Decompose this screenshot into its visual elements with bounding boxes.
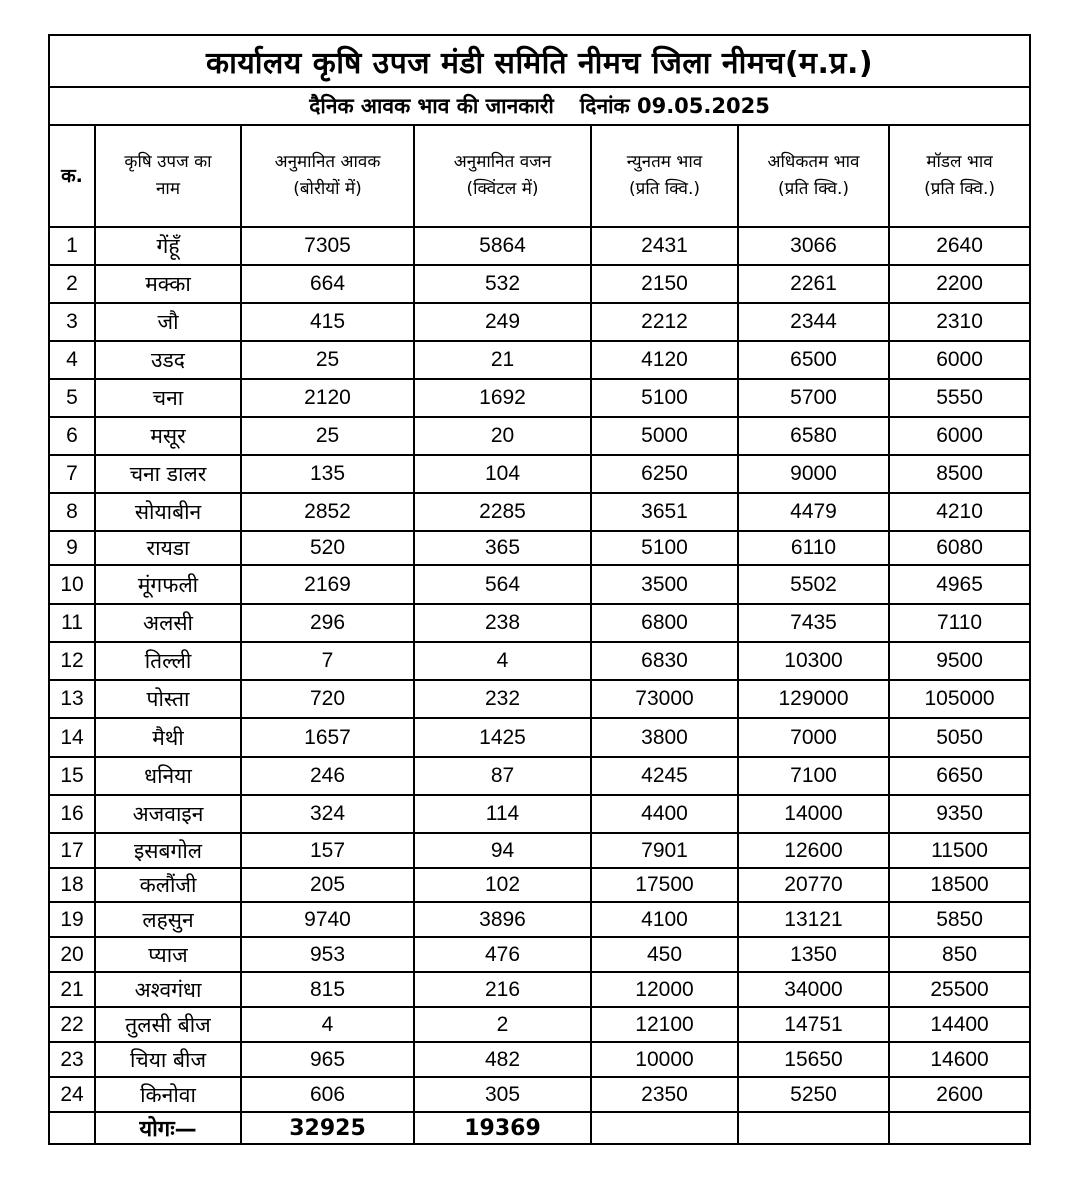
arrival-quintal-cell: 232 — [414, 680, 591, 718]
min-price-cell: 6250 — [591, 455, 738, 493]
modal-price-cell: 4210 — [889, 493, 1030, 531]
modal-price-cell: 105000 — [889, 680, 1030, 718]
min-price-cell: 2150 — [591, 265, 738, 303]
min-price-cell: 2350 — [591, 1077, 738, 1112]
min-price-cell: 3500 — [591, 565, 738, 604]
table-row — [49, 265, 1030, 303]
arrival-bags-cell: 246 — [241, 757, 414, 795]
arrival-quintal-cell: 102 — [414, 868, 591, 902]
arrival-bags-cell: 135 — [241, 455, 414, 493]
arrival-bags-cell: 815 — [241, 972, 414, 1007]
arrival-quintal-cell: 87 — [414, 757, 591, 795]
total-blank — [49, 1112, 95, 1144]
arrival-bags-cell: 9740 — [241, 902, 414, 937]
report-date: दिनांक 09.05.2025 — [579, 94, 770, 118]
serial-cell: 18 — [49, 868, 95, 902]
table-row — [49, 1007, 1030, 1042]
modal-price-cell: 6000 — [889, 341, 1030, 379]
crop-name-cell: इसबगोल — [95, 833, 241, 868]
arrival-quintal-cell: 5864 — [414, 227, 591, 265]
crop-name-cell: चना डालर — [95, 455, 241, 493]
arrival-quintal-cell: 1692 — [414, 379, 591, 417]
serial-cell: 1 — [49, 227, 95, 265]
modal-price-cell: 5550 — [889, 379, 1030, 417]
arrival-bags-cell: 664 — [241, 265, 414, 303]
crop-name-cell: अजवाइन — [95, 795, 241, 833]
min-price-cell: 4100 — [591, 902, 738, 937]
serial-cell: 17 — [49, 833, 95, 868]
max-price-cell: 6110 — [738, 531, 889, 565]
modal-price-cell: 9500 — [889, 642, 1030, 680]
table-row — [49, 680, 1030, 718]
arrival-bags-cell: 415 — [241, 303, 414, 341]
arrival-quintal-cell: 114 — [414, 795, 591, 833]
arrival-bags-cell: 25 — [241, 417, 414, 455]
total-arrival-quintal: 19369 — [414, 1112, 591, 1144]
report-label: दैनिक आवक भाव की जानकारी — [309, 94, 554, 118]
arrival-bags-cell: 296 — [241, 604, 414, 642]
max-price-cell: 6500 — [738, 341, 889, 379]
max-price-cell: 15650 — [738, 1042, 889, 1077]
arrival-bags-cell: 1657 — [241, 718, 414, 757]
serial-cell: 2 — [49, 265, 95, 303]
modal-price-cell: 2310 — [889, 303, 1030, 341]
crop-name-cell: मैथी — [95, 718, 241, 757]
max-price-cell: 12600 — [738, 833, 889, 868]
max-price-cell: 2261 — [738, 265, 889, 303]
arrival-bags-cell: 2169 — [241, 565, 414, 604]
header-modal-price: मॉडल भाव (प्रति क्वि.) — [889, 125, 1030, 227]
modal-price-cell: 6080 — [889, 531, 1030, 565]
arrival-bags-cell: 2852 — [241, 493, 414, 531]
crop-name-cell: गेंहूँ — [95, 227, 241, 265]
crop-name-cell: प्याज — [95, 937, 241, 972]
table-row — [49, 565, 1030, 604]
total-blank — [591, 1112, 738, 1144]
modal-price-cell: 4965 — [889, 565, 1030, 604]
crop-name-cell: अश्वगंधा — [95, 972, 241, 1007]
crop-name-cell: रायडा — [95, 531, 241, 565]
crop-name-cell: चना — [95, 379, 241, 417]
serial-cell: 15 — [49, 757, 95, 795]
min-price-cell: 12100 — [591, 1007, 738, 1042]
modal-price-cell: 8500 — [889, 455, 1030, 493]
max-price-cell: 6580 — [738, 417, 889, 455]
table-body — [49, 227, 1030, 1112]
arrival-quintal-cell: 21 — [414, 341, 591, 379]
min-price-cell: 73000 — [591, 680, 738, 718]
modal-price-cell: 25500 — [889, 972, 1030, 1007]
max-price-cell: 14000 — [738, 795, 889, 833]
crop-name-cell: कलौंजी — [95, 868, 241, 902]
header-min-price: न्युनतम भाव (प्रति क्वि.) — [591, 125, 738, 227]
arrival-bags-cell: 7 — [241, 642, 414, 680]
arrival-quintal-cell: 20 — [414, 417, 591, 455]
total-row — [49, 1112, 1030, 1144]
table-row — [49, 493, 1030, 531]
crop-name-cell: धनिया — [95, 757, 241, 795]
arrival-quintal-cell: 305 — [414, 1077, 591, 1112]
max-price-cell: 5502 — [738, 565, 889, 604]
arrival-bags-cell: 205 — [241, 868, 414, 902]
table-row — [49, 1042, 1030, 1077]
arrival-quintal-cell: 482 — [414, 1042, 591, 1077]
serial-cell: 22 — [49, 1007, 95, 1042]
min-price-cell: 4245 — [591, 757, 738, 795]
serial-cell: 8 — [49, 493, 95, 531]
min-price-cell: 4120 — [591, 341, 738, 379]
serial-cell: 14 — [49, 718, 95, 757]
serial-cell: 9 — [49, 531, 95, 565]
arrival-quintal-cell: 104 — [414, 455, 591, 493]
crop-name-cell: उडद — [95, 341, 241, 379]
total-blank — [738, 1112, 889, 1144]
arrival-quintal-cell: 216 — [414, 972, 591, 1007]
arrival-bags-cell: 965 — [241, 1042, 414, 1077]
serial-cell: 12 — [49, 642, 95, 680]
serial-cell: 10 — [49, 565, 95, 604]
modal-price-cell: 5850 — [889, 902, 1030, 937]
serial-cell: 4 — [49, 341, 95, 379]
table-row — [49, 341, 1030, 379]
max-price-cell: 14751 — [738, 1007, 889, 1042]
max-price-cell: 5250 — [738, 1077, 889, 1112]
table-row — [49, 833, 1030, 868]
arrival-bags-cell: 157 — [241, 833, 414, 868]
table-row — [49, 604, 1030, 642]
serial-cell: 5 — [49, 379, 95, 417]
header-max-price: अधिकतम भाव (प्रति क्वि.) — [738, 125, 889, 227]
office-title: कार्यालय कृषि उपज मंडी समिति नीमच जिला नीमच(म.प्र.) — [49, 35, 1030, 87]
header-arrival-bags: अनुमानित आवक (बोरीयों में) — [241, 125, 414, 227]
min-price-cell: 5100 — [591, 379, 738, 417]
table-row — [49, 455, 1030, 493]
serial-cell: 13 — [49, 680, 95, 718]
crop-name-cell: मूंगफली — [95, 565, 241, 604]
serial-cell: 3 — [49, 303, 95, 341]
arrival-quintal-cell: 365 — [414, 531, 591, 565]
modal-price-cell: 850 — [889, 937, 1030, 972]
max-price-cell: 3066 — [738, 227, 889, 265]
arrival-bags-cell: 324 — [241, 795, 414, 833]
header-arrival-quintal: अनुमानित वजन (क्विंटल में) — [414, 125, 591, 227]
max-price-cell: 7100 — [738, 757, 889, 795]
arrival-bags-cell: 606 — [241, 1077, 414, 1112]
max-price-cell: 7435 — [738, 604, 889, 642]
table-row — [49, 1077, 1030, 1112]
modal-price-cell: 11500 — [889, 833, 1030, 868]
min-price-cell: 2212 — [591, 303, 738, 341]
max-price-cell: 4479 — [738, 493, 889, 531]
crop-name-cell: किनोवा — [95, 1077, 241, 1112]
arrival-quintal-cell: 532 — [414, 265, 591, 303]
crop-name-cell: मक्का — [95, 265, 241, 303]
arrival-quintal-cell: 476 — [414, 937, 591, 972]
modal-price-cell: 14600 — [889, 1042, 1030, 1077]
serial-cell: 19 — [49, 902, 95, 937]
crop-name-cell: लहसुन — [95, 902, 241, 937]
arrival-quintal-cell: 3896 — [414, 902, 591, 937]
max-price-cell: 9000 — [738, 455, 889, 493]
arrival-bags-cell: 25 — [241, 341, 414, 379]
max-price-cell: 2344 — [738, 303, 889, 341]
max-price-cell: 13121 — [738, 902, 889, 937]
serial-cell: 24 — [49, 1077, 95, 1112]
arrival-bags-cell: 953 — [241, 937, 414, 972]
total-blank — [889, 1112, 1030, 1144]
min-price-cell: 7901 — [591, 833, 738, 868]
table-row — [49, 531, 1030, 565]
modal-price-cell: 18500 — [889, 868, 1030, 902]
table-row — [49, 642, 1030, 680]
arrival-quintal-cell: 1425 — [414, 718, 591, 757]
crop-name-cell: सोयाबीन — [95, 493, 241, 531]
crop-name-cell: पोस्ता — [95, 680, 241, 718]
modal-price-cell: 2640 — [889, 227, 1030, 265]
min-price-cell: 3800 — [591, 718, 738, 757]
arrival-bags-cell: 720 — [241, 680, 414, 718]
arrival-bags-cell: 520 — [241, 531, 414, 565]
min-price-cell: 5000 — [591, 417, 738, 455]
serial-cell: 6 — [49, 417, 95, 455]
crop-name-cell: तुलसी बीज — [95, 1007, 241, 1042]
arrival-bags-cell: 2120 — [241, 379, 414, 417]
min-price-cell: 12000 — [591, 972, 738, 1007]
min-price-cell: 2431 — [591, 227, 738, 265]
min-price-cell: 450 — [591, 937, 738, 972]
min-price-cell: 6830 — [591, 642, 738, 680]
modal-price-cell: 6650 — [889, 757, 1030, 795]
min-price-cell: 3651 — [591, 493, 738, 531]
header-crop-name: कृषि उपज का नाम — [95, 125, 241, 227]
header-serial: क. — [49, 125, 95, 227]
min-price-cell: 10000 — [591, 1042, 738, 1077]
max-price-cell: 20770 — [738, 868, 889, 902]
arrival-quintal-cell: 94 — [414, 833, 591, 868]
table-row — [49, 718, 1030, 757]
table-row — [49, 757, 1030, 795]
serial-cell: 21 — [49, 972, 95, 1007]
modal-price-cell: 9350 — [889, 795, 1030, 833]
serial-cell: 11 — [49, 604, 95, 642]
arrival-quintal-cell: 2285 — [414, 493, 591, 531]
report-subtitle — [49, 87, 1030, 125]
total-arrival-bags: 32925 — [241, 1112, 414, 1144]
arrival-quintal-cell: 249 — [414, 303, 591, 341]
max-price-cell: 1350 — [738, 937, 889, 972]
arrival-bags-cell: 4 — [241, 1007, 414, 1042]
total-label: योगः— — [95, 1112, 241, 1144]
modal-price-cell: 7110 — [889, 604, 1030, 642]
serial-cell: 23 — [49, 1042, 95, 1077]
table-row — [49, 227, 1030, 265]
max-price-cell: 5700 — [738, 379, 889, 417]
arrival-quintal-cell: 564 — [414, 565, 591, 604]
max-price-cell: 7000 — [738, 718, 889, 757]
table-row — [49, 937, 1030, 972]
table-row — [49, 795, 1030, 833]
arrival-quintal-cell: 2 — [414, 1007, 591, 1042]
modal-price-cell: 2200 — [889, 265, 1030, 303]
table-row — [49, 972, 1030, 1007]
arrival-bags-cell: 7305 — [241, 227, 414, 265]
table-row — [49, 303, 1030, 341]
min-price-cell: 17500 — [591, 868, 738, 902]
crop-name-cell: अलसी — [95, 604, 241, 642]
min-price-cell: 5100 — [591, 531, 738, 565]
crop-name-cell: मसूर — [95, 417, 241, 455]
min-price-cell: 6800 — [591, 604, 738, 642]
modal-price-cell: 2600 — [889, 1077, 1030, 1112]
table-row — [49, 868, 1030, 902]
table-row — [49, 379, 1030, 417]
max-price-cell: 129000 — [738, 680, 889, 718]
arrival-quintal-cell: 4 — [414, 642, 591, 680]
min-price-cell: 4400 — [591, 795, 738, 833]
table-row — [49, 417, 1030, 455]
max-price-cell: 34000 — [738, 972, 889, 1007]
max-price-cell: 10300 — [738, 642, 889, 680]
arrival-quintal-cell: 238 — [414, 604, 591, 642]
table-row — [49, 902, 1030, 937]
mandi-rate-table — [48, 34, 1031, 1145]
modal-price-cell: 14400 — [889, 1007, 1030, 1042]
serial-cell: 7 — [49, 455, 95, 493]
crop-name-cell: तिल्ली — [95, 642, 241, 680]
serial-cell: 16 — [49, 795, 95, 833]
serial-cell: 20 — [49, 937, 95, 972]
crop-name-cell: चिया बीज — [95, 1042, 241, 1077]
modal-price-cell: 5050 — [889, 718, 1030, 757]
crop-name-cell: जौ — [95, 303, 241, 341]
modal-price-cell: 6000 — [889, 417, 1030, 455]
